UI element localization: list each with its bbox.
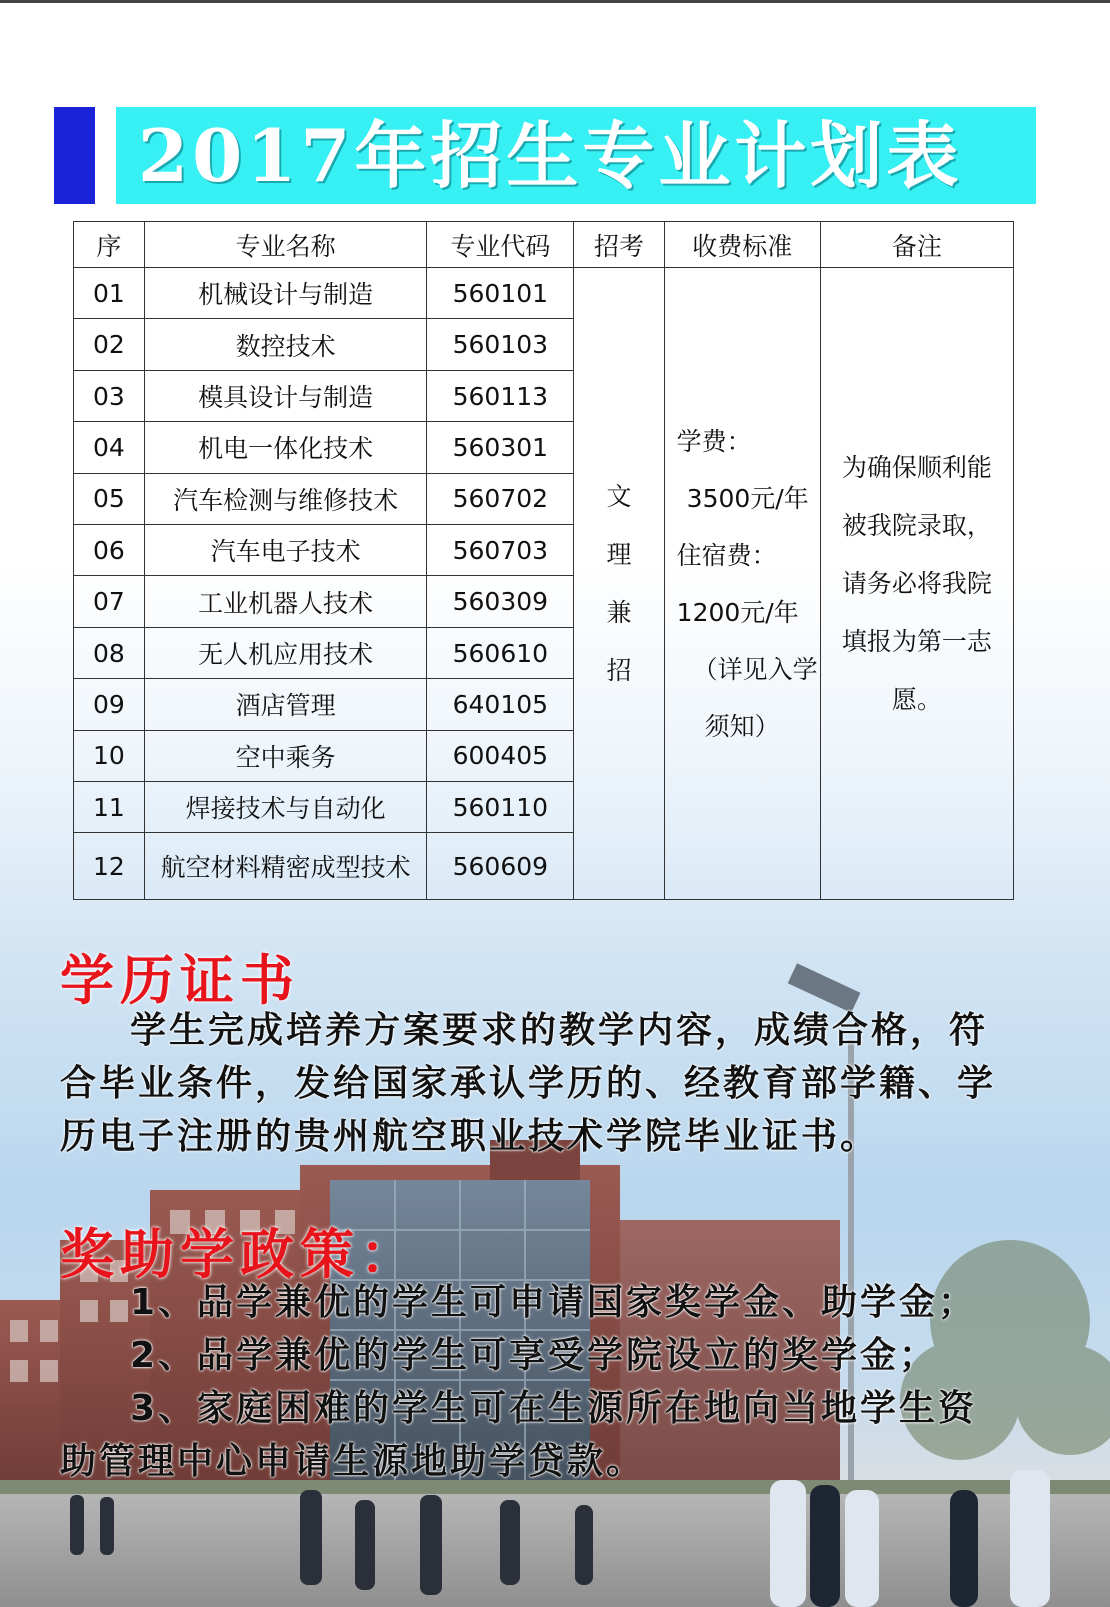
fee-line: 3500元/年	[686, 483, 809, 513]
page-title: 2017年招生专业计划表	[138, 113, 963, 198]
note-line: 被我院录取，	[841, 510, 992, 540]
policy-line: 1、品学兼优的学生可申请国家奖学金、助学金；	[130, 1282, 978, 1323]
row-no: 06	[74, 525, 145, 576]
title-accent-block	[54, 107, 95, 204]
row-no: 08	[74, 627, 145, 678]
table-header-row	[74, 222, 1014, 268]
header-exam: 招考	[574, 222, 664, 268]
row-major-code: 560609	[427, 833, 574, 900]
fee-line: 须知）	[704, 711, 780, 741]
row-major-code: 560110	[427, 782, 574, 833]
row-major-name: 汽车检测与维修技术	[144, 473, 427, 524]
row-no: 04	[74, 422, 145, 473]
fee-cell	[664, 268, 820, 900]
note-line: 请务必将我院	[841, 568, 992, 598]
row-major-name: 汽车电子技术	[144, 525, 427, 576]
row-no: 07	[74, 576, 145, 627]
fee-line: 住宿费：	[676, 540, 777, 570]
row-major-name: 模具设计与制造	[144, 370, 427, 421]
enrollment-plan-table	[73, 221, 1014, 900]
row-no: 11	[74, 782, 145, 833]
row-no: 01	[74, 268, 145, 319]
exam-char: 招	[606, 655, 632, 685]
row-major-code: 560309	[427, 576, 574, 627]
policy-line: 助管理中心申请生源地助学贷款。	[60, 1441, 646, 1482]
row-no: 02	[74, 319, 145, 370]
row-major-name: 酒店管理	[144, 679, 427, 730]
row-no: 05	[74, 473, 145, 524]
row-major-name: 空中乘务	[144, 730, 427, 781]
note-line: 为确保顺利能	[841, 452, 992, 482]
header-note: 备注	[820, 222, 1013, 268]
row-major-name: 机械设计与制造	[144, 268, 427, 319]
row-no: 09	[74, 679, 145, 730]
row-major-code: 560610	[427, 627, 574, 678]
row-major-name: 机电一体化技术	[144, 422, 427, 473]
note-cell	[820, 268, 1013, 900]
policy-line: 2、品学兼优的学生可享受学院设立的奖学金；	[130, 1335, 939, 1376]
row-major-code: 640105	[427, 679, 574, 730]
exam-char: 文	[606, 481, 632, 511]
row-major-code: 560703	[427, 525, 574, 576]
certificate-heading: 学历证书	[60, 949, 300, 1012]
table-row	[74, 268, 1014, 319]
policy-text	[60, 1276, 1050, 1488]
row-major-code: 560702	[427, 473, 574, 524]
row-major-code: 560301	[427, 422, 574, 473]
row-no: 10	[74, 730, 145, 781]
note-line: 愿。	[891, 684, 942, 714]
row-major-name: 焊接技术与自动化	[144, 782, 427, 833]
policy-heading: 奖助学政策：	[60, 1223, 420, 1286]
row-no: 03	[74, 370, 145, 421]
fee-line: 学费：	[676, 426, 752, 456]
note-line: 填报为第一志	[841, 626, 992, 656]
header-major-name: 专业名称	[144, 222, 427, 268]
row-no: 12	[74, 833, 145, 900]
certificate-line: 学生完成培养方案要求的教学内容，成绩合格，符	[130, 1010, 989, 1051]
fee-line: （详见入学	[692, 654, 818, 684]
certificate-line: 合毕业条件，发给国家承认学历的、经教育部学籍、学	[60, 1063, 997, 1104]
fee-line: 1200元/年	[676, 597, 799, 627]
row-major-name: 无人机应用技术	[144, 627, 427, 678]
exam-char: 兼	[606, 597, 632, 627]
policy-line: 3、家庭困难的学生可在生源所在地向当地学生资	[130, 1388, 978, 1429]
header-no: 序	[74, 222, 145, 268]
row-major-code: 560101	[427, 268, 574, 319]
row-major-code: 560113	[427, 370, 574, 421]
row-major-name: 工业机器人技术	[144, 576, 427, 627]
header-major-code: 专业代码	[427, 222, 574, 268]
header-fee: 收费标准	[664, 222, 820, 268]
row-major-code: 600405	[427, 730, 574, 781]
row-major-name: 航空材料精密成型技术	[144, 833, 427, 900]
row-major-code: 560103	[427, 319, 574, 370]
exam-cell	[574, 268, 664, 900]
exam-char: 理	[606, 539, 632, 569]
certificate-line: 历电子注册的贵州航空职业技术学院毕业证书。	[60, 1116, 880, 1157]
certificate-text	[60, 1004, 1050, 1163]
row-major-name: 数控技术	[144, 319, 427, 370]
